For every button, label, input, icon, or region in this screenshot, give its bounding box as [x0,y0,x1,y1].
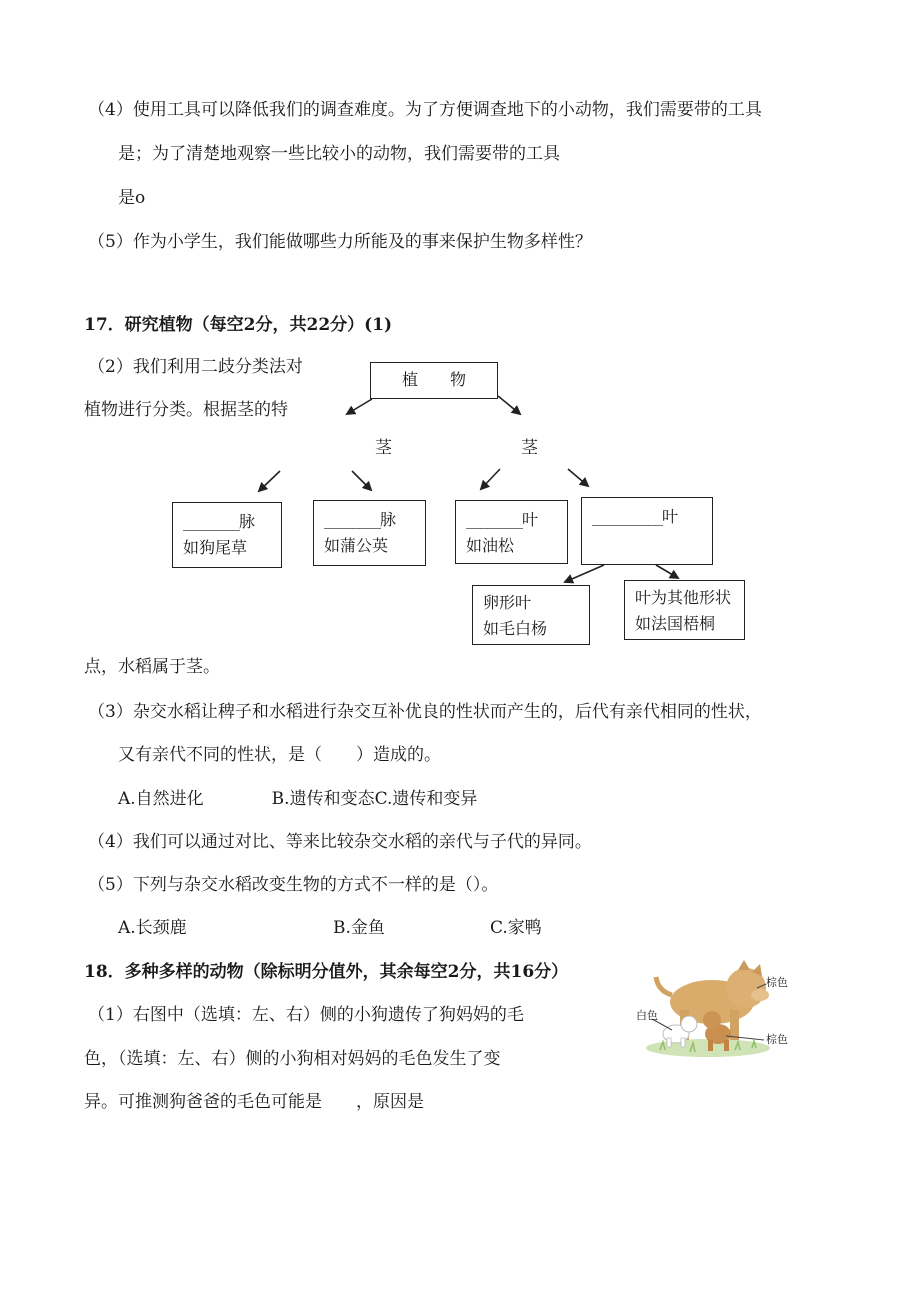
q16-p4-line2: 是；为了清楚地观察一些比较小的动物，我们需要带的工具 [118,144,560,164]
q17-p5-option-b: B.金鱼 [333,918,385,938]
q18-p1-line3: 异。可推测狗爸爸的毛色可能是 ，原因是 [84,1092,424,1112]
q18-p1-line2: 色，（选填：左、右）侧的小狗相对妈妈的毛色发生了变 [84,1049,501,1069]
box5-line2: 如毛白杨 [483,619,548,638]
q17-p5: （5）下列与杂交水稻改变生物的方式不一样的是（）。 [88,875,499,895]
q17-p3-options: A.自然进化 B.遗传和变态C.遗传和变异 [118,789,478,809]
box4-line1: __________叶 [592,507,678,526]
box6-line1: 叶为其他形状 [635,588,732,607]
box1-line2: 如狗尾草 [183,538,248,557]
q17-p5-option-c: C.家鸭 [490,918,542,938]
diagram-stem-right: 茎 [521,438,538,458]
diagram-stem-left: 茎 [375,438,392,458]
box1-line1: ________脉 [183,512,255,531]
q18-p1-line1: （1）右图中（选填：左、右）侧的小狗遗传了狗妈妈的毛 [88,1005,524,1025]
box5-line1: 卵形叶 [483,593,532,612]
q17-p3-line1: （3）杂交水稻让稗子和水稻进行杂交互补优良的性状而产生的，后代有亲代相同的性状， [88,702,762,722]
q17-p2-line3: 点，水稻属于茎。 [84,657,220,677]
diagram-root-label: 植 物 [401,370,466,389]
q16-p4-line1: （4）使用工具可以降低我们的调查难度。为了方便调查地下的小动物，我们需要带的工具 [88,100,762,120]
q17-p4: （4）我们可以通过对比、等来比较杂交水稻的亲代与子代的异同。 [88,832,592,852]
q18-heading: 18．多种多样的动物（除标明分值外，其余每空2分，共16分） [84,962,569,982]
box3-line2: 如油松 [466,536,515,555]
q17-p2-line1: （2）我们利用二歧分类法对 [88,357,303,377]
label-brown-puppy: 棕色 [766,1033,788,1046]
q16-p5: （5）作为小学生，我们能做哪些力所能及的事来保护生物多样性？ [88,232,592,252]
box2-line2: 如蒲公英 [324,536,389,555]
q17-p3-line2: 又有亲代不同的性状，是（ ）造成的。 [118,745,441,765]
box2-line1: ________脉 [324,510,396,529]
label-brown-mother: 棕色 [766,976,788,989]
label-white-puppy: 白色 [636,1009,658,1022]
box3-line1: ________叶 [466,510,538,529]
q17-p2-line2: 植物进行分类。根据茎的特 [84,400,288,420]
q16-p4-line3: 是o [118,188,146,208]
q17-heading: 17．研究植物（每空2分，共22分）(1) [84,315,393,335]
box6-line2: 如法国梧桐 [635,614,716,633]
q17-p5-option-a: A.长颈鹿 [118,918,187,938]
